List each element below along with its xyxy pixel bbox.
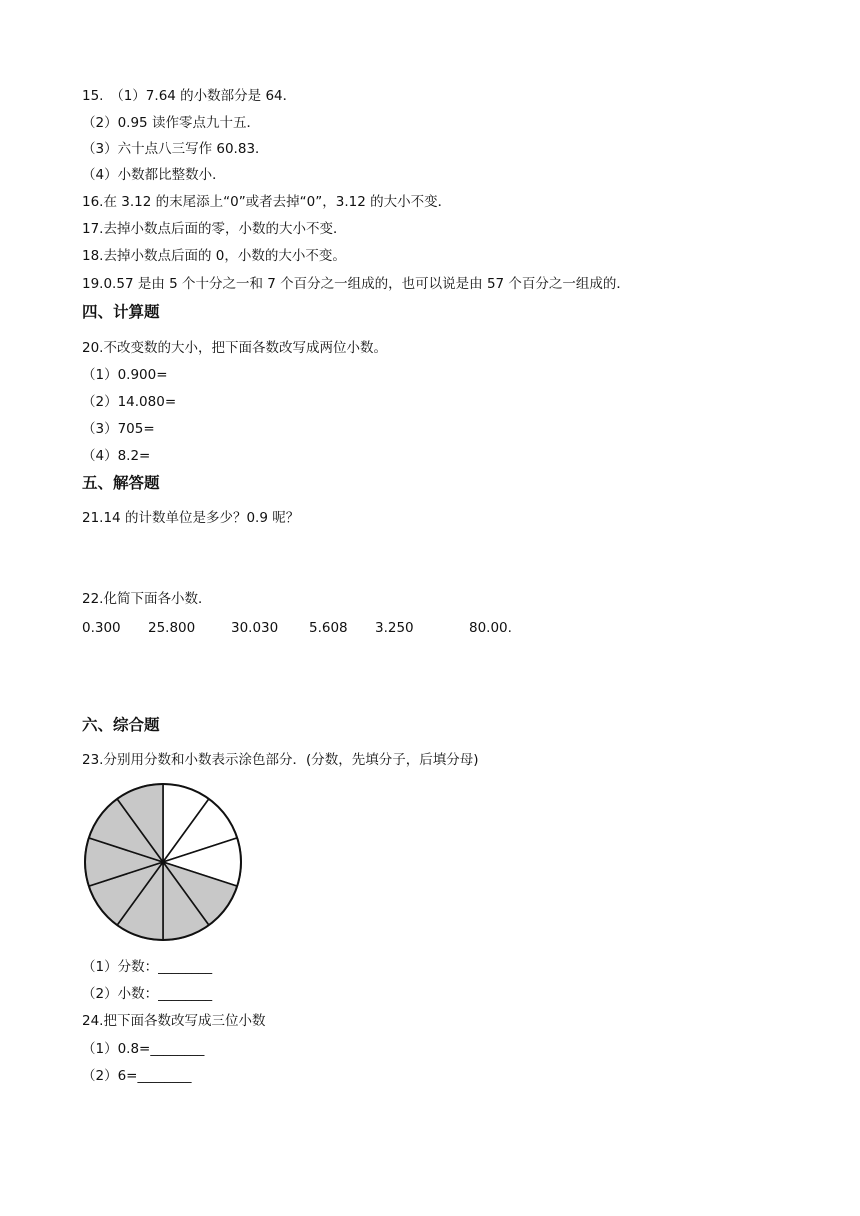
section-heading-comprehensive: 六、综合题 [82,716,160,734]
q19-text: 19.0.57 是由 5 个十分之一和 7 个百分之一组成的，也可以说是由 57 个百分之一组成的． [82,276,630,292]
q24-stem: 24.把下面各数改写成三位小数 [82,1013,266,1029]
q20-item-2: （2）14.080= [82,394,177,410]
section-heading-calculation: 四、计算题 [82,303,160,321]
q20-item-1: （1）0.900= [82,367,168,383]
q15-line1: 15. （1）7.64 的小数部分是 64． [82,88,297,104]
q22-stem: 22.化简下面各小数． [82,591,212,607]
section-heading-answer: 五、解答题 [82,474,160,492]
q15-line2: （2）0.95 读作零点九十五． [82,115,260,131]
q15-line4: （4）小数都比整数小． [82,167,226,183]
q17-text: 17.去掉小数点后面的零，小数的大小不变． [82,221,347,237]
q24-item-2: （2）6=________ [82,1068,192,1084]
q22-value-1: 0.300 [82,620,121,636]
q23-item-2: （2）小数：________ [82,986,213,1002]
q18-text: 18.去掉小数点后面的 0，小数的大小不变。 [82,248,346,264]
q22-value-6: 80.00. [469,620,512,636]
q23-item-1: （1）分数：________ [82,959,213,975]
q22-value-5: 3.250 [375,620,414,636]
q24-item-1: （1）0.8=________ [82,1041,205,1057]
q22-value-4: 5.608 [309,620,348,636]
q22-value-3: 30.030 [231,620,279,636]
q20-stem: 20.不改变数的大小，把下面各数改写成两位小数。 [82,340,387,356]
q23-stem: 23.分别用分数和小数表示涂色部分．(分数，先填分子，后填分母) [82,752,479,768]
q20-item-3: （3）705= [82,421,155,437]
q20-item-4: （4）8.2= [82,448,151,464]
q22-value-2: 25.800 [148,620,196,636]
q15-line3: （3）六十点八三写作 60.83． [82,141,269,157]
q16-text: 16.在 3.12 的末尾添上“0”或者去掉“0”，3.12 的大小不变． [82,194,452,210]
shaded-circle-figure [82,780,244,944]
q21-text: 21.14 的计数单位是多少？0.9 呢？ [82,510,300,526]
